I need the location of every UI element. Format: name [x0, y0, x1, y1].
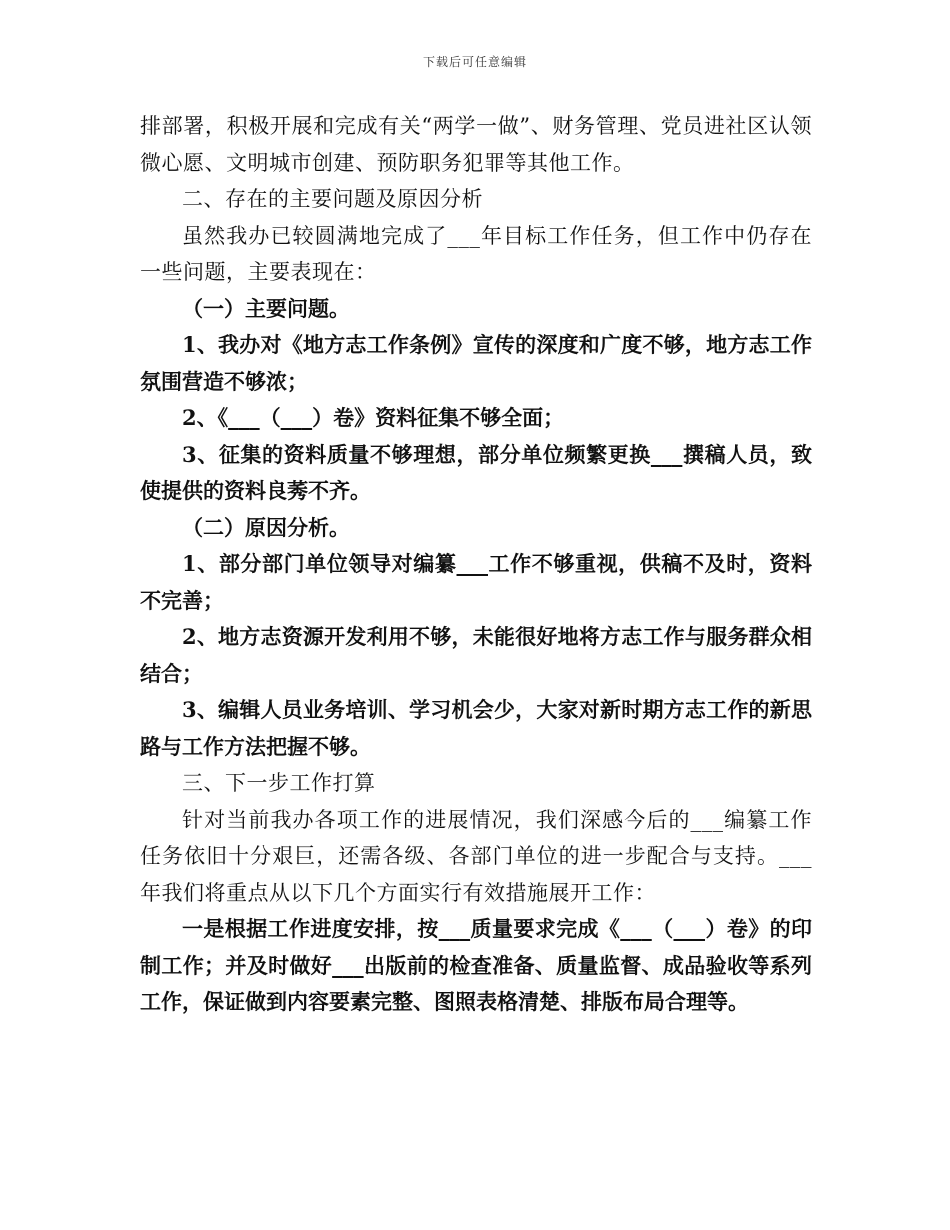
- problem-item-3: 3、征集的资料质量不够理想，部分单位频繁更换___撰稿人员，致使提供的资料良莠不齐。: [140, 441, 812, 503]
- page-header: 下载后可任意编辑: [422, 55, 527, 69]
- section-heading-next-steps: 三、下一步工作打算: [182, 771, 376, 795]
- cause-item-1: 1、部分部门单位领导对编纂___工作不够重视，供稿不及时，资料不完善；: [140, 551, 812, 613]
- plan-item-1: 一是根据工作进度安排，按___质量要求完成《___（___）卷》的印制工作；并及时做好___出版前的检查准备、质量监督、成品验收等系列工作，保证做到内容要素完整、图照表格清楚、排版布局合理等。: [140, 916, 812, 1014]
- paragraph-continued-work: 排部署，积极开展和完成有关“两学一做”、财务管理、党员进社区认领微心愿、文明城市创建、预防职务犯罪等其他工作。: [140, 114, 812, 175]
- problem-item-2: 2、《___（___）卷》资料征集不够全面；: [182, 405, 565, 430]
- subheading-cause-analysis: （二）原因分析。: [182, 514, 350, 540]
- subheading-main-problems: （一）主要问题。: [182, 295, 350, 321]
- cause-item-3: 3、编辑人员业务培训、学习机会少，大家对新时期方志工作的新思路与工作方法把握不够。: [140, 697, 812, 759]
- document-body: [140, 108, 812, 1021]
- cause-item-2: 2、地方志资源开发利用不够，未能很好地将方志工作与服务群众相结合；: [140, 624, 812, 686]
- section-heading-problems: 二、存在的主要问题及原因分析: [182, 187, 483, 211]
- paragraph-problems-intro: 虽然我办已较圆满地完成了___年目标工作任务，但工作中仍存在一些问题，主要表现在：: [140, 223, 812, 284]
- problem-item-1: 1、我办对《地方志工作条例》宣传的深度和广度不够，地方志工作氛围营造不够浓；: [140, 332, 812, 394]
- paragraph-next-steps-intro: 针对当前我办各项工作的进展情况，我们深感今后的___编纂工作任务依旧十分艰巨，还需各级、各部门单位的进一步配合与支持。___年我们将重点从以下几个方面实行有效措施展开工作：: [140, 807, 812, 905]
